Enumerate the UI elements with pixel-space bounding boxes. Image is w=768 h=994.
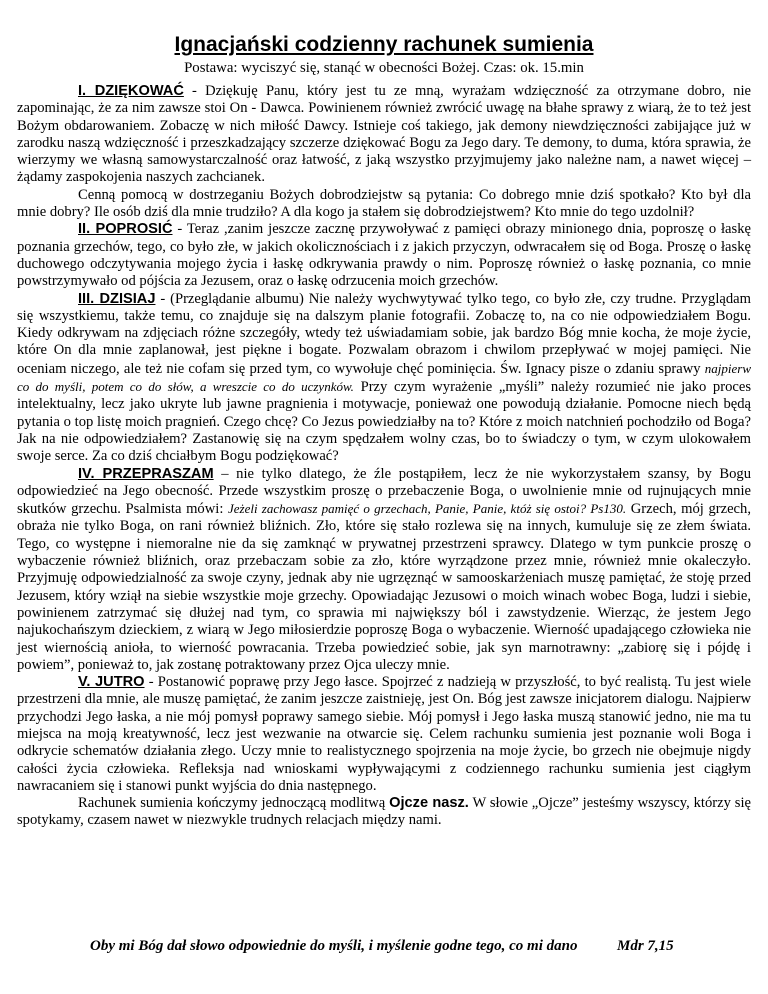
section-4-text-a: – nie tylko dlatego, że źle postąpiłem, lecz że nie wykorzystałem szansy, by Bogu odpowiedzieć na Jego obecność. Przede wszystkim proszę o przebaczenie Boga, o uwolnienie mnie od rujnujących mnie skutków grzechu. Psalmista mówi: <box>17 465 752 518</box>
section-1-text: - Dziękuję Panu, który jest tu ze mną, wyrażam wdzięczność za otrzymane dobro, nie zapominając, że za nim zawsze stoi On - Dawca. Powinienem również zwrócić uwagę na błahe sprawy z wiarą, że to też jest Bożym obdarowaniem. Zobaczę w nich miłość Dawcy. Istnieje coś takiego, jak demony niewdzięczności zabijające już w zarodku naszą wdzięczność i przeszkadzający szczerze dziękować Bogu za Jego dary. Te demony, to duma, która sprawia, że wierzymy we własną samowystarczalność oraz łatwość, z jaką wszystko przyjmujemy jako należne nam, a nawet więcej – żądamy zaspokojenia naszych zachcianek. <box>17 83 751 186</box>
closing-paragraph <box>17 795 751 830</box>
section-3-text-a: - (Przeglądanie albumu) Nie należy wychwytywać tylko tego, co było złe, czy trudne. Przyglądam się wszystkiemu, także temu, co znajduje się na dalszym planie fotografii. Zobaczę to, na co nie odpowiedziałem Bogu. Kiedy odkrywam na zdjęciach różne szczegóły, wtedy też uświadamiam sobie, jak bardzo Bóg mnie kocha, że moje życie, które On dla mnie zaplanował, jest piękne i bogate. Pozwalam obrazom i chwilom przepływać w mojej pamięci. Nie oceniam niczego, ale też nie cofam się przed tym, co wywołuje chęć pominięcia. Św. Ignacy pisze o zdaniu sprawy <box>17 290 751 377</box>
section-4-quote: Jeżeli zachowasz pamięć o grzechach, Panie, Panie, któż się ostoi? Ps130. <box>227 501 627 517</box>
subtitle: Postawa: wyciszyć się, stanąć w obecności Bożej. Czas: ok. 15.min <box>184 60 584 76</box>
page-title: Ignacjański codzienny rachunek sumienia <box>174 33 594 56</box>
section-5-text: - Postanowić poprawę przy Jego łasce. Spojrzeć z nadzieją w przyszłość, to być realistą. Tu jest wiele przestrzeni dla mnie, ale muszę pamiętać, że zanim jeszcze zaistnieję, jest On. Bóg jest zawsze inicjatorem dialogu. Najpierw przychodzi Jego łaska, a nie mój pomysł poprawy samego siebie. Mój pomysł i Jego łaska muszą stanowić jedno, nie ma tu miejsca na moją kreatywność, lecz jest wezwanie na otwarcie się. Celem rachunku sumienia jest poznanie woli Boga i odkrycie schematów działania złego. Uczy mnie to realistycznego spojrzenia na moje życie, bo grzech nie obejmuje nigdy całości życia człowieka. Refleksja nad wnioskami wypływającymi z codziennego rachunku sumienia jest ciągłym nawracaniem się i stanowi punkt wyjścia do dnia następnego. <box>17 674 752 794</box>
closing-text-b: W słowie „Ojcze” jesteśmy wszyscy, którzy się spotykamy, czasem nawet w niezwykle trudnych relacjach między nami. <box>17 795 751 829</box>
section-3-heading: III. DZISIAJ <box>78 290 156 307</box>
section-1-questions: Cenną pomocą w dostrzeganiu Bożych dobrodziejstw są pytania: Co dobrego mnie dziś spotkało? Kto był dla mnie dobry? Ile osób dziś dla mnie trudziło? A dla kogo ja stałem się dobrodziejstwem? Kto mnie do tego uzdolnił? <box>17 186 751 221</box>
section-4-text-b: Grzech, mój grzech, obraża nie tylko Boga, on rani również bliźnich. Zło, które się stało rozlewa się na innych, kumuluje się ze złem świata. Tego, co występne i niemoralne nie da się zamknąć w prywatnej przestrzeni sprawcy. Dlatego w tym punkcie proszę o wybaczenie również bliźnich, oraz przebaczam sobie za zło, które wyrządzone przez mnie, również mnie okaleczyło. Przyjmuję odpowiedzialność za swoje czyny, jednak aby nie ugrzęznąć w samooskarżeniach muszę pamiętać, że stoję przed Jezusem, który wziął na siebie wszystkie moje grzechy. Opowiadając Jezusowi o moich winach wobec Boga, ludzi i siebie, powinienem zatrzymać się dłużej nad tym, co sprawia mi największy ból i zawstydzenie. Wierząc, że jestem Jego najukochańszym dzieckiem, z wiarą w Jego miłosierdzie poproszę Boga o wybaczenie. Wierność upadającego człowieka nie jest wiernością anioła, to wierność powracania. Trzeba powiedzieć sobie, jak syn marnotrawny: „zabiorę się i pójdę i powiem”, ponieważ to, jak zostanę potraktowany przez Ojca uleczy mnie. <box>17 501 751 673</box>
section-2-heading: II. POPROSIĆ <box>78 221 173 238</box>
section-2-paragraph <box>17 221 751 290</box>
section-2-text: - Teraz ,zanim jeszcze zacznę przywoływać z pamięci obrazy minionego dnia, poproszę o łaskę poznania grzechów, tego, co było złe, w jakich okolicznościach i z jakich przyczyn, odwracałem się od Boga. Proszę o łaskę duchowego odczytywania mojego życia i łaskę odkrywania prawdy o nim. Poproszę również o łaskę poznania, co mnie powstrzymywało od pójścia za Jezusem, oraz o łaskę odrzucenia moich grzechów. <box>17 221 751 290</box>
section-3-paragraph <box>17 291 751 466</box>
closing-text-a: Rachunek sumienia kończymy jednoczącą modlitwą <box>78 795 390 812</box>
section-1-paragraph <box>17 83 751 187</box>
section-5-paragraph <box>17 674 751 795</box>
prayer-name: Ojcze nasz. <box>389 795 469 812</box>
footer-reference: Mdr 7,15 <box>617 938 674 954</box>
section-3-quote: najpierw co do myśli, potem co do słów, a wreszcie co do uczynków. <box>17 360 751 395</box>
footer-quote: Oby mi Bóg dał słowo odpowiednie do myśli, i myślenie godne tego, co mi dano <box>90 938 578 954</box>
section-3-text-b: Przy czym wyrażenie „myśli” należy rozumieć nie jako proces intelektualny, lecz jako ukryte lub jawne pragnienia i motywacje, ponieważ one powodują działanie. Pomocne niech będą pytania o top listę moich pragnień. Czego chcę? Co Jezus powiedziałby na to? Które z moich natchnień pochodziło od Boga? Jak na nie odpowiedziałem? Zastanowię się na czym spędzałem wolny czas, bo to świadczy o tym, w czym ulokowałem swoje serce. Za co dziś chciałbym Bogu podziękować? <box>17 379 752 465</box>
section-1-heading: I. DZIĘKOWAĆ <box>78 83 184 99</box>
section-5-heading: V. JUTRO <box>78 674 145 691</box>
section-4-paragraph <box>17 466 751 675</box>
section-4-heading: IV. PRZEPRASZAM <box>78 465 214 482</box>
